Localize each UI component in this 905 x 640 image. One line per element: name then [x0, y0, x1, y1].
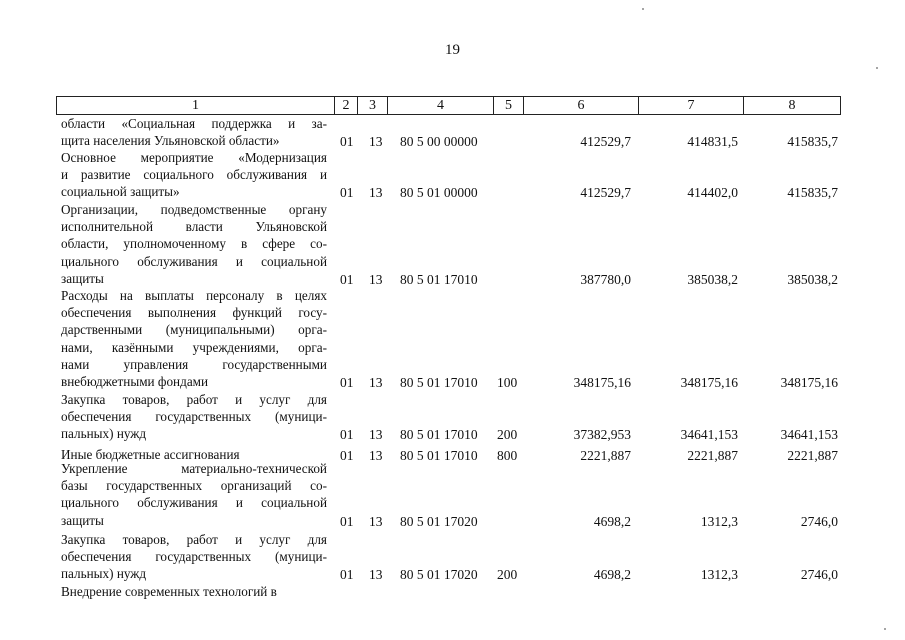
table-header [56, 96, 841, 115]
description-line: социальной защиты» [61, 184, 180, 200]
cell-c8: 2746,0 [800, 567, 838, 583]
header-col-4: 4 [388, 97, 494, 114]
cell-c8: 348175,16 [780, 375, 838, 390]
cell-c4: 80 5 01 17020 [400, 513, 478, 529]
description-line: исполнительной власти Ульяновской [61, 219, 327, 235]
cell-c3: 13 [369, 185, 383, 201]
cell-c7: 414402,0 [687, 185, 738, 201]
cell-c7: 34641,153 [680, 427, 738, 443]
description-line: Закупка товаров, работ и услуг для [61, 532, 327, 547]
cell-c5: 100 [497, 375, 518, 390]
header-col-8: 8 [788, 98, 796, 113]
cell-c4: 80 5 01 17020 [400, 567, 478, 583]
page-number: 19 [445, 42, 460, 58]
cell-c2: 01 [340, 134, 354, 150]
description-line: Расходы на выплаты персоналу в целях [61, 288, 327, 303]
cell-c2: 01 [340, 567, 354, 583]
row-description [61, 583, 327, 600]
cell-c7: 2221,887 [687, 448, 738, 463]
scan-speck [642, 8, 644, 10]
cell-c7: 1312,3 [700, 513, 738, 529]
cell-c5: 800 [497, 448, 518, 463]
description-line: области, уполномоченному в сфере со- [61, 236, 327, 252]
description-line: базы государственных организаций со- [61, 478, 327, 494]
description-line: области «Социальная поддержка и за- [61, 116, 327, 131]
cell-c6: 412529,7 [580, 134, 631, 150]
cell-c4: 80 5 01 00000 [400, 185, 478, 201]
description-line: Укрепление материально-технической [61, 461, 327, 476]
description-line: внебюджетными фондами [61, 374, 209, 390]
header-col-6: 6 [524, 97, 639, 114]
cell-c3: 13 [369, 567, 383, 583]
description-line: Основное мероприятие «Модернизация [61, 150, 327, 165]
description-line: Внедрение современных технологий в [61, 584, 277, 599]
description-line: щита населения Ульяновской области» [61, 133, 280, 149]
row-description [61, 149, 327, 201]
cell-c8: 2221,887 [787, 448, 838, 463]
cell-c6: 2221,887 [580, 448, 631, 463]
description-line: циального обслуживания и социальной [61, 253, 327, 269]
cell-c4: 80 5 01 17010 [400, 271, 478, 287]
description-line: пальных) нужд [61, 426, 147, 442]
description-line: и развитие социального обслуживания и [61, 167, 327, 183]
row-description [61, 460, 327, 529]
header-col-2: 2 [335, 97, 358, 114]
row-description [61, 201, 327, 287]
row-description [61, 287, 327, 390]
cell-c6: 412529,7 [580, 185, 631, 201]
cell-c2: 01 [340, 271, 354, 287]
cell-c8: 2746,0 [800, 513, 838, 529]
cell-c7: 1312,3 [700, 567, 738, 583]
cell-c4: 80 5 00 00000 [400, 134, 478, 150]
description-line: Организации, подведомственные органу [61, 202, 327, 217]
cell-c7: 414831,5 [687, 134, 738, 150]
description-line: обеспечения выполнения функций госу- [61, 305, 327, 321]
cell-c2: 01 [340, 427, 354, 443]
description-line: Закупка товаров, работ и услуг для [61, 392, 327, 407]
description-line: нами, казёнными учреждениями, орга- [61, 339, 327, 355]
cell-c8: 34641,153 [780, 427, 838, 443]
cell-c3: 13 [369, 513, 383, 529]
description-line: нами управления государственными [61, 356, 327, 372]
row-description [61, 115, 327, 149]
cell-c4: 80 5 01 17010 [400, 427, 478, 443]
cell-c8: 385038,2 [787, 271, 838, 287]
cell-c3: 13 [369, 427, 383, 443]
cell-c6: 348175,16 [573, 375, 631, 390]
scan-speck [876, 67, 878, 69]
cell-c8: 415835,7 [787, 185, 838, 201]
cell-c6: 37382,953 [573, 427, 631, 443]
description-line: Иные бюджетные ассигнования [61, 447, 240, 462]
cell-c4: 80 5 01 17010 [400, 448, 478, 463]
cell-c5: 200 [497, 567, 518, 583]
cell-c6: 4698,2 [593, 513, 631, 529]
description-line: обеспечения государственных (муници- [61, 409, 327, 425]
description-line: защиты [61, 512, 104, 528]
header-col-5: 5 [494, 97, 524, 114]
cell-c6: 4698,2 [593, 567, 631, 583]
cell-c3: 13 [369, 448, 383, 463]
row-description [61, 531, 327, 583]
cell-c2: 01 [340, 513, 354, 529]
header-col-7: 7 [639, 97, 744, 114]
header-col-1: 1 [57, 97, 335, 114]
cell-c2: 01 [340, 375, 354, 390]
cell-c7: 348175,16 [680, 375, 738, 390]
cell-c4: 80 5 01 17010 [400, 375, 478, 390]
scan-speck [884, 628, 886, 630]
cell-c8: 415835,7 [787, 134, 838, 150]
description-line: циального обслуживания и социальной [61, 495, 327, 511]
header-col-3: 3 [358, 97, 388, 114]
description-line: обеспечения государственных (муници- [61, 549, 327, 565]
cell-c6: 387780,0 [580, 271, 631, 287]
cell-c2: 01 [340, 185, 354, 201]
description-line: пальных) нужд [61, 566, 147, 582]
cell-c3: 13 [369, 134, 383, 150]
description-line: дарственными (муниципальными) орга- [61, 322, 327, 338]
row-description [61, 391, 327, 443]
cell-c7: 385038,2 [687, 271, 738, 287]
cell-c2: 01 [340, 448, 354, 463]
cell-c3: 13 [369, 375, 383, 390]
cell-c3: 13 [369, 271, 383, 287]
description-line: защиты [61, 270, 104, 286]
cell-c5: 200 [497, 427, 518, 443]
